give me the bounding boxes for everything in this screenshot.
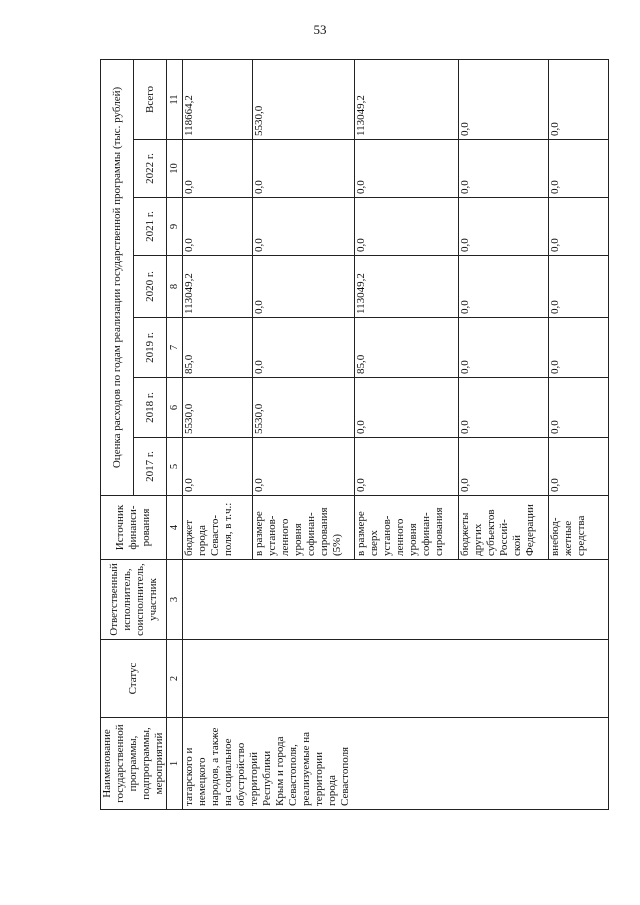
col-num-11: 11	[167, 60, 183, 140]
header-year-2018: 2018 г.	[134, 378, 167, 438]
value-cell: 113049,2	[355, 256, 459, 318]
header-executor: Ответственный исполнитель, соисполнитель, участник	[101, 560, 167, 640]
value-cell: 0,0	[355, 378, 459, 438]
value-cell: 0,0	[355, 198, 459, 256]
col-num-9: 9	[167, 198, 183, 256]
header-source: Источник финанси-рования	[101, 496, 167, 560]
value-cell: 0,0	[549, 60, 609, 140]
value-cell: 0,0	[549, 140, 609, 198]
value-cell: 5530,0	[253, 378, 355, 438]
value-cell: 0,0	[253, 438, 355, 496]
col-num-1: 1	[167, 718, 183, 810]
col-num-5: 5	[167, 438, 183, 496]
source-cell: бюджеты других субъектов Россий-ской Федерации	[459, 496, 549, 560]
value-cell: 118664,2	[183, 60, 253, 140]
col-num-10: 10	[167, 140, 183, 198]
value-cell: 0,0	[549, 378, 609, 438]
value-cell: 0,0	[253, 198, 355, 256]
col-num-6: 6	[167, 378, 183, 438]
value-cell: 85,0	[183, 318, 253, 378]
value-cell: 0,0	[459, 438, 549, 496]
value-cell: 0,0	[549, 256, 609, 318]
source-cell: в размере сверх установ-ленного уровня софинан-сирования	[355, 496, 459, 560]
header-year-2021: 2021 г.	[134, 198, 167, 256]
header-program-name: Наименование государственной программы, подпрограммы, мероприятий	[101, 718, 167, 810]
value-cell: 0,0	[253, 140, 355, 198]
header-year-2017: 2017 г.	[134, 438, 167, 496]
value-cell: 0,0	[459, 198, 549, 256]
value-cell: 0,0	[549, 438, 609, 496]
value-cell: 0,0	[253, 318, 355, 378]
header-total: Всего	[134, 60, 167, 140]
header-status: Статус	[101, 640, 167, 718]
measure-description: татарского и немецкого народов, а также на социальное обустройство территорий Республики Крым и города Севастополя, реализуемые на территории города Севастополя	[183, 718, 609, 810]
header-year-2020: 2020 г.	[134, 256, 167, 318]
value-cell: 85,0	[355, 318, 459, 378]
value-cell: 0,0	[549, 318, 609, 378]
status-cell	[183, 640, 609, 718]
value-cell: 0,0	[459, 256, 549, 318]
value-cell: 0,0	[459, 140, 549, 198]
value-cell: 0,0	[355, 140, 459, 198]
table-row	[183, 60, 253, 810]
rotated-table-container	[100, 60, 610, 810]
value-cell: 0,0	[183, 438, 253, 496]
budget-table	[100, 59, 609, 810]
page-number: 53	[313, 22, 327, 37]
value-cell: 0,0	[183, 140, 253, 198]
value-cell: 0,0	[549, 198, 609, 256]
col-num-7: 7	[167, 318, 183, 378]
source-cell: в размере установ-ленного уровня софинан-сирования (5%)	[253, 496, 355, 560]
col-num-4: 4	[167, 496, 183, 560]
source-cell: внебюд-жетные средства	[549, 496, 609, 560]
col-num-2: 2	[167, 640, 183, 718]
value-cell: 0,0	[355, 438, 459, 496]
value-cell: 5530,0	[183, 378, 253, 438]
executor-cell	[183, 560, 609, 640]
value-cell: 0,0	[183, 198, 253, 256]
value-cell: 0,0	[459, 378, 549, 438]
value-cell: 0,0	[459, 60, 549, 140]
value-cell: 5530,0	[253, 60, 355, 140]
value-cell: 0,0	[253, 256, 355, 318]
header-estimate: Оценка расходов по годам реализации государственной программы (тыс. рублей)	[101, 60, 134, 496]
header-year-2022: 2022 г.	[134, 140, 167, 198]
col-num-8: 8	[167, 256, 183, 318]
header-year-2019: 2019 г.	[134, 318, 167, 378]
value-cell: 0,0	[459, 318, 549, 378]
col-num-3: 3	[167, 560, 183, 640]
value-cell: 113049,2	[183, 256, 253, 318]
source-cell: бюджет города Севасто-поля, в т.ч.:	[183, 496, 253, 560]
value-cell: 113049,2	[355, 60, 459, 140]
